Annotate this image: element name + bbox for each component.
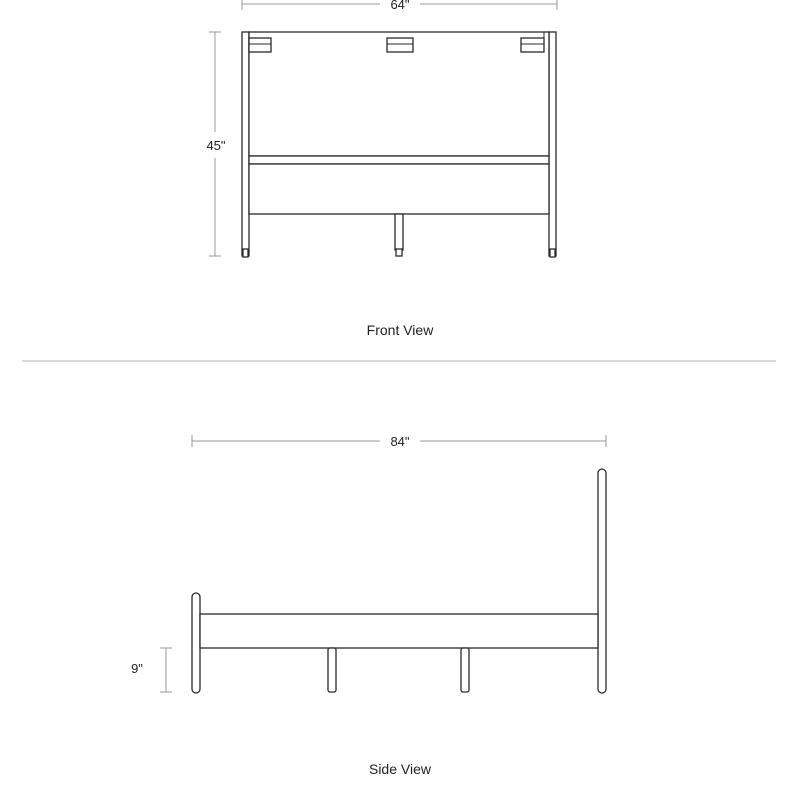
front-width-dimension <box>242 0 557 12</box>
front-side-rail <box>249 164 549 214</box>
front-height-label: 45" <box>206 138 226 153</box>
front-slat-rail <box>249 156 549 164</box>
side-length-dimension <box>192 434 606 449</box>
front-view-caption: Front View <box>366 322 434 338</box>
front-view <box>206 0 557 338</box>
front-right-post <box>549 32 556 256</box>
side-height-label: 9" <box>131 661 143 676</box>
front-right-foot <box>550 249 555 257</box>
side-rail <box>200 614 598 648</box>
side-view <box>131 434 606 777</box>
front-height-dimension <box>206 32 225 256</box>
side-height-dimension <box>131 648 172 692</box>
side-footboard-post <box>192 593 200 693</box>
side-leg-left <box>328 648 336 692</box>
side-headboard-post <box>598 469 606 693</box>
front-center-foot <box>396 249 402 256</box>
side-length-label: 84" <box>390 434 410 449</box>
front-left-foot <box>243 249 248 257</box>
side-view-caption: Side View <box>368 761 432 777</box>
front-width-label: 64" <box>390 0 410 12</box>
side-leg-right <box>461 648 469 692</box>
front-center-leg <box>395 214 403 250</box>
front-left-post <box>242 32 249 256</box>
